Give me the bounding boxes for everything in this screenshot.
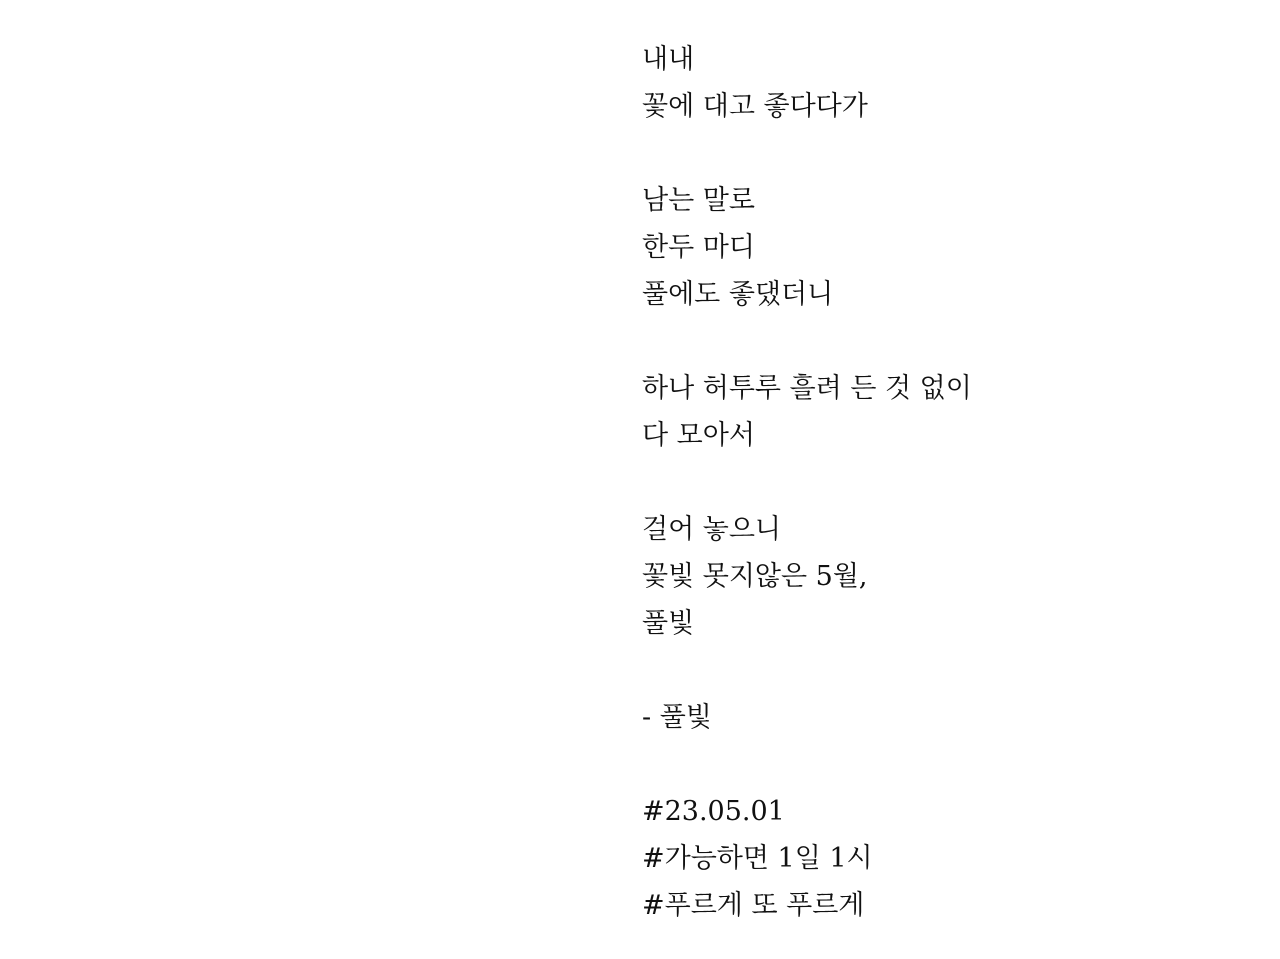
stanza-break bbox=[642, 459, 972, 506]
poem-body bbox=[642, 36, 972, 929]
poem-line: 풀빛 bbox=[642, 608, 695, 639]
poem-line: 걸어 놓으니 bbox=[642, 514, 781, 545]
poem-line: 하나 허투루 흘려 든 것 없이 bbox=[642, 373, 972, 404]
poem-signature: - 풀빛 bbox=[642, 702, 712, 733]
poem-line: 꽃빛 못지않은 5월, bbox=[642, 561, 868, 592]
stanza-break bbox=[642, 318, 972, 365]
stanza-break bbox=[642, 741, 972, 788]
poem-line: 한두 마디 bbox=[642, 232, 755, 263]
poem-line: 내내 bbox=[642, 44, 695, 75]
hashtag: #23.05.01 bbox=[642, 796, 785, 827]
poem-line: 꽃에 대고 좋다다가 bbox=[642, 91, 868, 122]
poem-line: 남는 말로 bbox=[642, 185, 755, 216]
hashtag: #푸르게 또 푸르게 bbox=[642, 890, 865, 921]
poem-line: 다 모아서 bbox=[642, 420, 755, 451]
stanza-break bbox=[642, 130, 972, 177]
poem-line: 풀에도 좋댔더니 bbox=[642, 279, 834, 310]
stanza-break bbox=[642, 647, 972, 694]
hashtag: #가능하면 1일 1시 bbox=[642, 843, 873, 874]
